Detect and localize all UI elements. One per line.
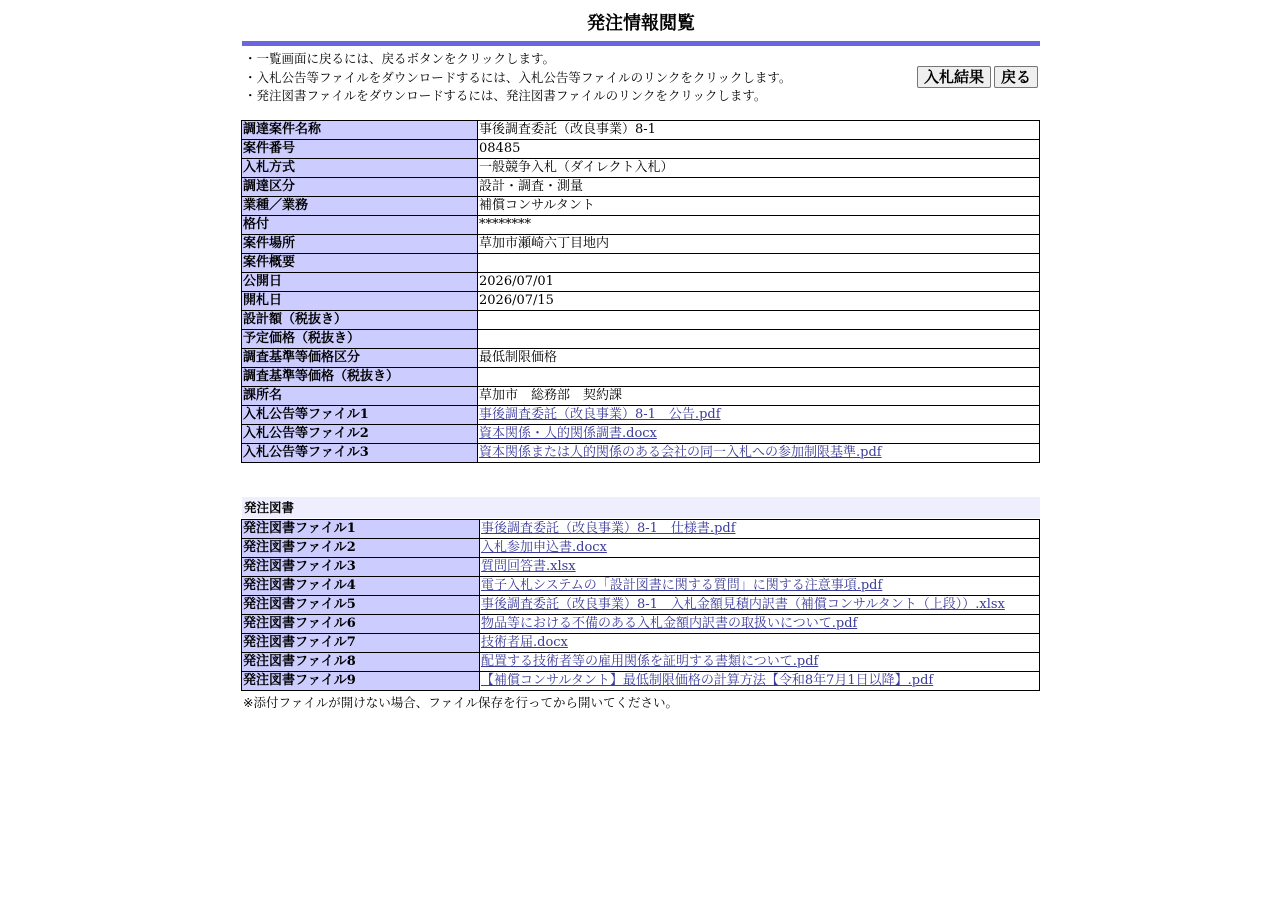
drawing-file-cell	[480, 520, 1040, 539]
info-row-label: 入札公告等ファイル1	[242, 406, 478, 425]
drawing-file-label: 発注図書ファイル1	[242, 520, 480, 539]
drawing-file-link[interactable]: 配置する技術者等の雇用関係を証明する書類について.pdf	[481, 654, 819, 669]
instruction-item: ・入札公告等ファイルをダウンロードするには、入札公告等ファイルのリンクをクリックします。	[244, 69, 792, 85]
info-row-value: ********	[478, 216, 1040, 235]
drawing-file-row	[242, 672, 1040, 691]
announcement-file-link[interactable]: 資本関係または人的関係のある会社の同一入札への参加制限基準.pdf	[479, 445, 882, 460]
info-row	[242, 292, 1040, 311]
drawing-file-label: 発注図書ファイル4	[242, 577, 480, 596]
drawing-file-cell	[480, 615, 1040, 634]
page-container	[242, 0, 1040, 712]
drawing-file-row	[242, 558, 1040, 577]
drawing-file-label: 発注図書ファイル8	[242, 653, 480, 672]
drawing-file-row	[242, 653, 1040, 672]
info-row-value: 設計・調査・測量	[478, 178, 1040, 197]
page-title: 発注情報閲覧	[587, 13, 695, 34]
info-row-value	[478, 406, 1040, 425]
info-row-value: 事後調査委託（改良事業）8-1	[478, 121, 1040, 140]
info-row-value: 2026/07/01	[478, 273, 1040, 292]
info-row-label: 調査基準等価格区分	[242, 349, 478, 368]
drawing-file-label: 発注図書ファイル6	[242, 615, 480, 634]
drawing-file-cell	[480, 539, 1040, 558]
drawing-file-label: 発注図書ファイル7	[242, 634, 480, 653]
drawing-file-row	[242, 539, 1040, 558]
info-row	[242, 197, 1040, 216]
info-row	[242, 349, 1040, 368]
bid-results-button[interactable]: 入札結果	[917, 66, 991, 88]
info-row	[242, 368, 1040, 387]
info-row-label: 入札公告等ファイル3	[242, 444, 478, 463]
info-row-value: 最低制限価格	[478, 349, 1040, 368]
info-row-label: 課所名	[242, 387, 478, 406]
info-row-value: 08485	[478, 140, 1040, 159]
info-row-value	[478, 330, 1040, 349]
info-row	[242, 254, 1040, 273]
info-row-value	[478, 368, 1040, 387]
action-buttons	[917, 66, 1038, 88]
info-row-value	[478, 254, 1040, 273]
drawing-file-link[interactable]: 事後調査委託（改良事業）8-1 仕様書.pdf	[481, 521, 736, 536]
drawing-file-cell	[480, 634, 1040, 653]
drawing-file-row	[242, 634, 1040, 653]
info-row	[242, 159, 1040, 178]
drawing-file-row	[242, 577, 1040, 596]
drawing-file-label: 発注図書ファイル5	[242, 596, 480, 615]
info-row-value: 草加市 総務部 契約課	[478, 387, 1040, 406]
drawings-table	[241, 519, 1040, 691]
info-row	[242, 216, 1040, 235]
info-row	[242, 235, 1040, 254]
order-info-table	[241, 120, 1040, 463]
info-row-label: 調達区分	[242, 178, 478, 197]
info-row-value: 2026/07/15	[478, 292, 1040, 311]
info-row-label: 入札公告等ファイル2	[242, 425, 478, 444]
drawing-file-row	[242, 615, 1040, 634]
info-row-label: 案件番号	[242, 140, 478, 159]
drawing-file-row	[242, 520, 1040, 539]
info-row-label: 業種／業務	[242, 197, 478, 216]
drawing-file-cell	[480, 577, 1040, 596]
info-row	[242, 387, 1040, 406]
info-row	[242, 121, 1040, 140]
info-row-value	[478, 444, 1040, 463]
info-row-label: 予定価格（税抜き）	[242, 330, 478, 349]
drawing-file-label: 発注図書ファイル9	[242, 672, 480, 691]
instructions-panel	[242, 46, 1040, 120]
drawing-file-link[interactable]: 技術者届.docx	[481, 635, 568, 650]
info-row	[242, 311, 1040, 330]
info-row-label: 入札方式	[242, 159, 478, 178]
drawing-file-row	[242, 596, 1040, 615]
drawing-file-label: 発注図書ファイル2	[242, 539, 480, 558]
info-row	[242, 330, 1040, 349]
drawing-file-cell	[480, 596, 1040, 615]
info-row-value: 一般競争入札（ダイレクト入札）	[478, 159, 1040, 178]
announcement-file-link[interactable]: 資本関係・人的関係調書.docx	[479, 426, 657, 441]
instruction-item: ・発注図書ファイルをダウンロードするには、発注図書ファイルのリンクをクリックします。	[244, 88, 767, 103]
attachment-footnote: ※添付ファイルが開けない場合、ファイル保存を行ってから開いてください。	[243, 695, 678, 710]
info-row-value	[478, 425, 1040, 444]
instruction-item: ・一覧画面に戻るには、戻るボタンをクリックします。	[244, 51, 556, 66]
info-row-value	[478, 311, 1040, 330]
drawing-file-cell	[480, 672, 1040, 691]
drawing-file-cell	[480, 653, 1040, 672]
drawing-file-cell	[480, 558, 1040, 577]
info-row-value: 補償コンサルタント	[478, 197, 1040, 216]
drawing-file-link[interactable]: 質問回答書.xlsx	[481, 559, 576, 574]
drawing-file-link[interactable]: 【補償コンサルタント】最低制限価格の計算方法【令和8年7月1日以降】.pdf	[481, 673, 934, 688]
info-row	[242, 425, 1040, 444]
drawing-file-link[interactable]: 電子入札システムの「設計図書に関する質問」に関する注意事項.pdf	[481, 578, 883, 593]
info-row-label: 設計額（税抜き）	[242, 311, 478, 330]
info-row-label: 調達案件名称	[242, 121, 478, 140]
info-row-label: 案件概要	[242, 254, 478, 273]
info-row	[242, 178, 1040, 197]
drawing-file-link[interactable]: 物品等における不備のある入札金額内訳書の取扱いについて.pdf	[481, 616, 858, 631]
back-button[interactable]: 戻る	[994, 66, 1038, 88]
info-row-label: 格付	[242, 216, 478, 235]
info-row	[242, 406, 1040, 425]
info-row-label: 開札日	[242, 292, 478, 311]
drawing-file-link[interactable]: 事後調査委託（改良事業）8-1 入札金額見積内訳書（補償コンサルタント（上段））.xlsx	[481, 597, 1005, 612]
drawings-section-heading: 発注図書	[242, 497, 1040, 518]
info-row-label: 公開日	[242, 273, 478, 292]
announcement-file-link[interactable]: 事後調査委託（改良事業）8-1 公告.pdf	[479, 407, 721, 422]
info-row	[242, 273, 1040, 292]
drawing-file-label: 発注図書ファイル3	[242, 558, 480, 577]
info-row	[242, 444, 1040, 463]
info-row-label: 調査基準等価格（税抜き）	[242, 368, 478, 387]
info-row	[242, 140, 1040, 159]
drawing-file-link[interactable]: 入札参加申込書.docx	[481, 540, 607, 555]
info-row-value: 草加市瀬崎六丁目地内	[478, 235, 1040, 254]
info-row-label: 案件場所	[242, 235, 478, 254]
